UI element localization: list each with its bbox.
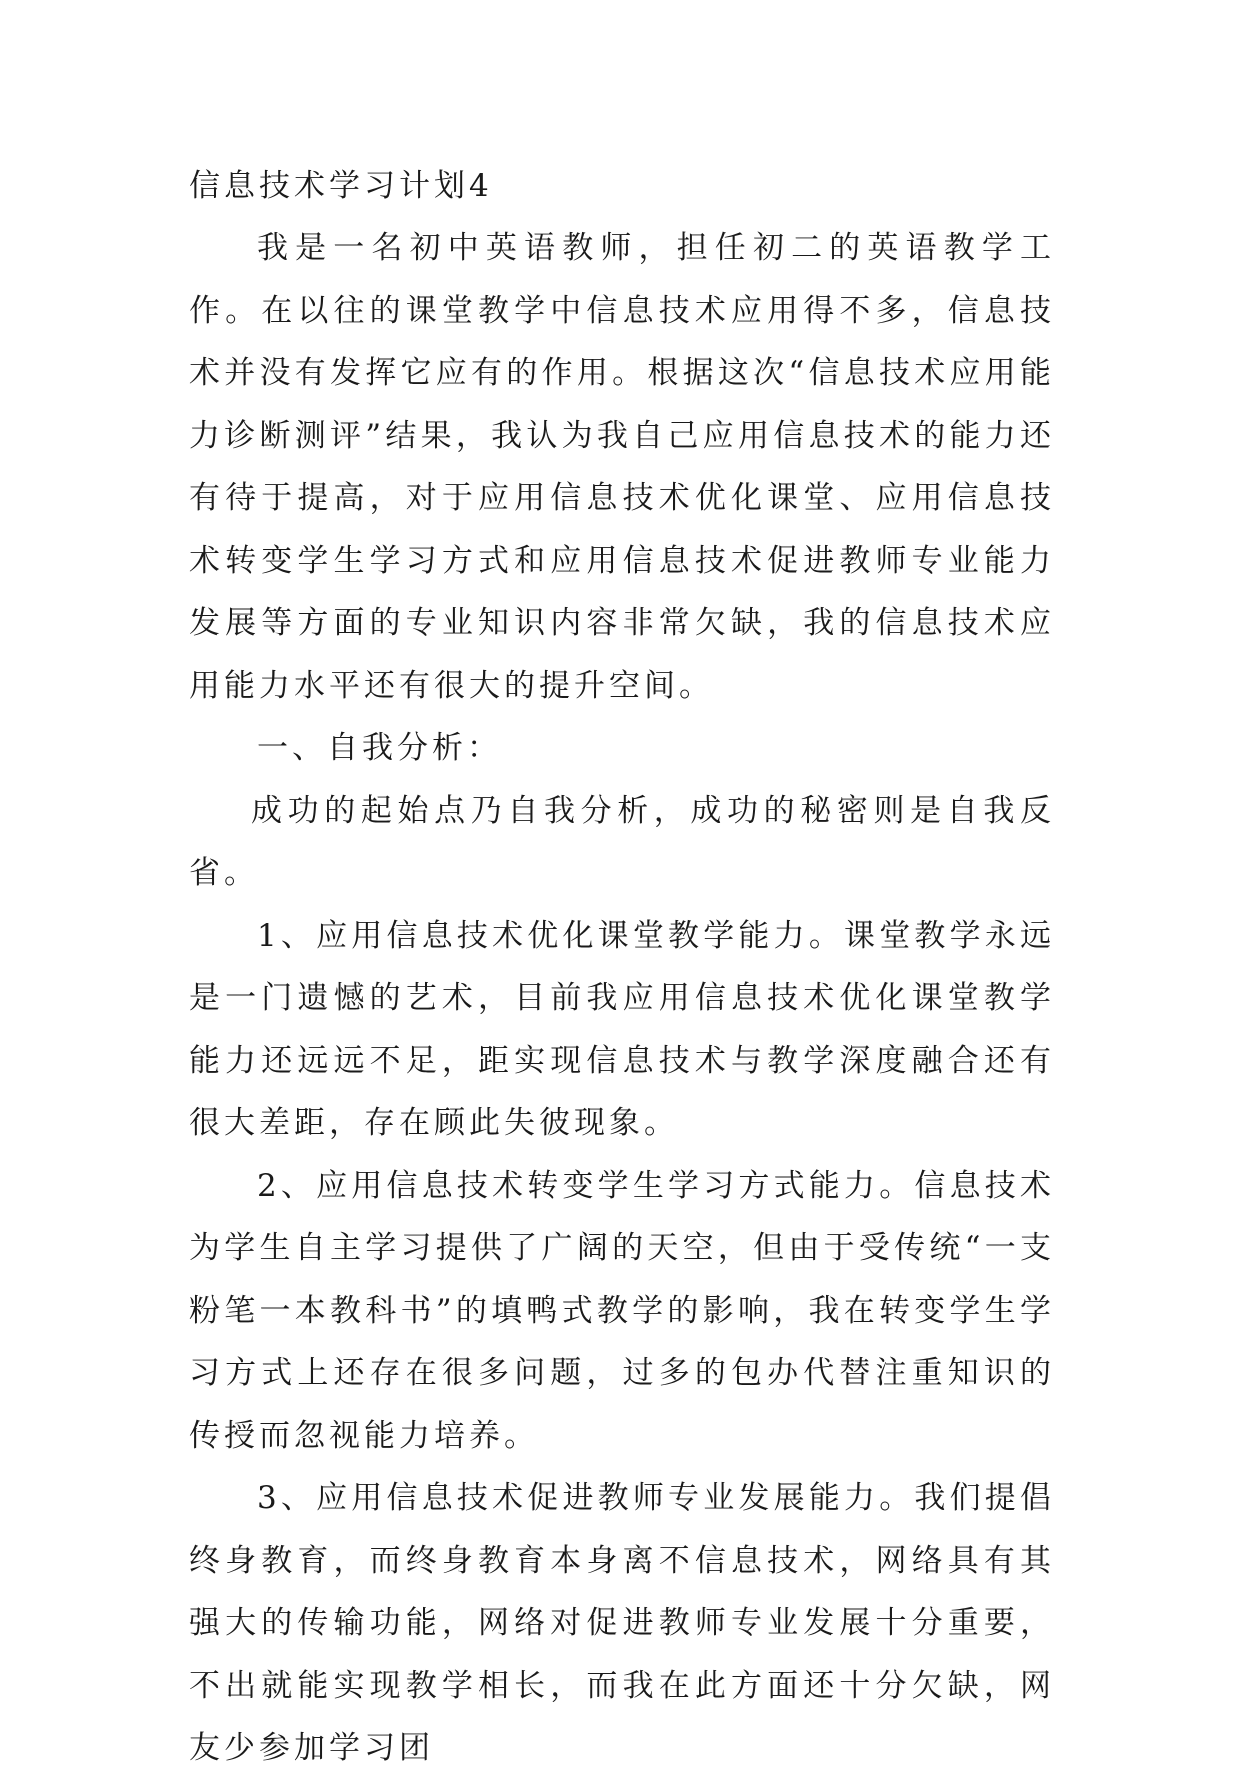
paragraph-self-analysis-quote: 成功的起始点乃自我分析，成功的秘密则是自我反省。 [189,792,1055,891]
document-title: 信息技术学习计划4 [189,168,493,204]
paragraph-point-3: 3、应用信息技术促进教师专业发展能力。我们提倡终身教育，而终身教育本身离不信息技术，网络具有其强大的传输功能，网络对促进教师专业发展十分重要，不出就能实现教学相长，而我在此方面还十分欠缺，网友少参加学习团 [189,1480,1055,1766]
paragraph-intro: 我是一名初中英语教师，担任初二的英语教学工作。在以往的课堂教学中信息技术应用得不多，信息技术并没有发挥它应有的作用。根据这次“信息技术应用能力诊断测评”结果，我认为我自己应用信息技术的能力还有待于提高，对于应用信息技术优化课堂、应用信息技术转变学生学习方式和应用信息技术促进教师专业能力发展等方面的专业知识内容非常欠缺，我的信息技术应用能力水平还有很大的提升空间。 [189,230,1055,704]
document-body [189,155,1055,1780]
paragraph-point-2: 2、应用信息技术转变学生学习方式能力。信息技术为学生自主学习提供了广阔的天空，但由于受传统“一支粉笔一本教科书”的填鸭式教学的影响，我在转变学生学习方式上还存在很多问题，过多的包办代替注重知识的传授而忽视能力培养。 [189,1167,1055,1454]
section-heading-self-analysis: 一、自我分析： [257,730,502,766]
paragraph-point-1: 1、应用信息技术优化课堂教学能力。课堂教学永远是一门遗憾的艺术，目前我应用信息技术优化课堂教学能力还远远不足，距实现信息技术与教学深度融合还有很大差距，存在顾此失彼现象。 [189,917,1055,1141]
